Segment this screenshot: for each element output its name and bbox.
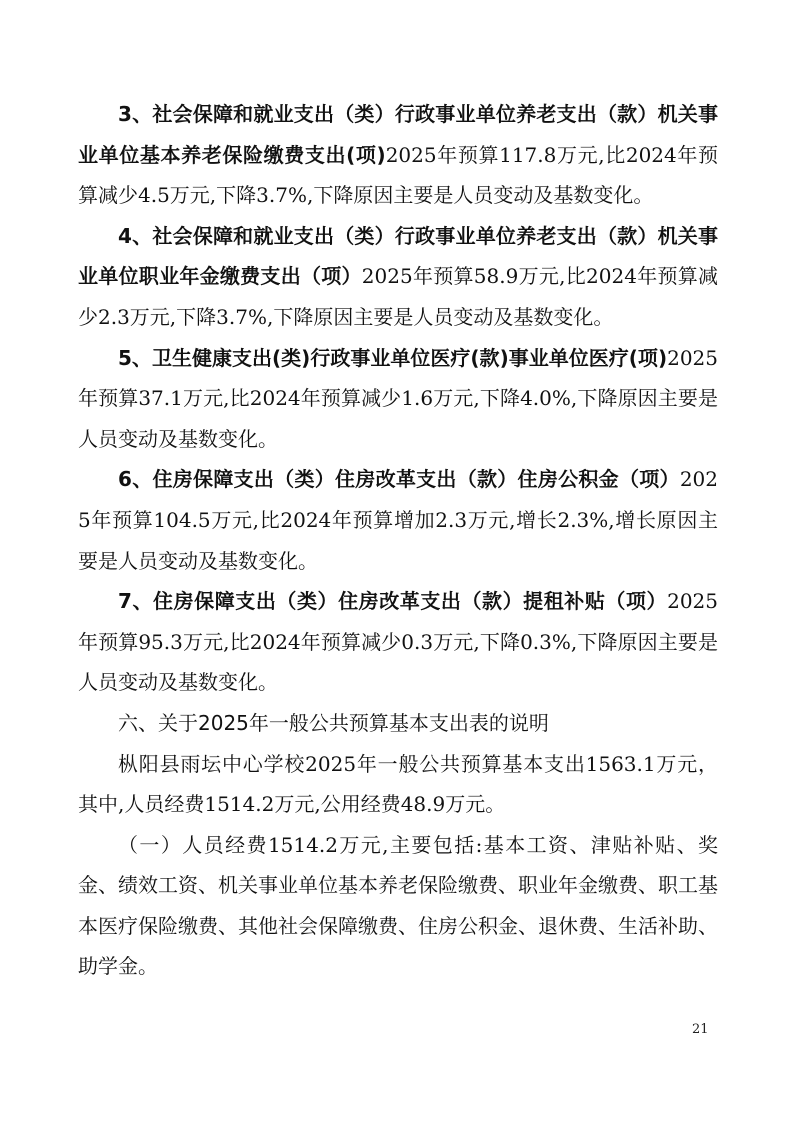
paragraph-item-4 [78,216,718,338]
paragraph-item-7 [78,581,718,703]
paragraph-item-5 [78,338,718,460]
personnel-paragraph: （一）人员经费1514.2万元,主要包括:基本工资、津贴补贴、奖金、绩效工资、机关事业单位基本养老保险缴费、职业年金缴费、职工基本医疗保险缴费、其他社会保障缴费、住房公积金、退休费、生活补助、助学金。 [78,832,718,979]
page-number: 21 [692,1022,709,1037]
item-5-title: 5、卫生健康支出(类)行政事业单位医疗(款)事业单位医疗(项) [118,345,668,370]
item-5-text: 2025年预算37.1万元,比2024年预算减少1.6万元,下降4.0%,下降原因主要是人员变动及基数变化。 [78,345,718,451]
item-6-text: 2025年预算104.5万元,比2024年预算增加2.3万元,增长2.3%,增长原因主要是人员变动及基数变化。 [78,467,718,573]
item-7-text: 2025年预算95.3万元,比2024年预算减少0.3万元,下降0.3%,下降原因主要是人员变动及基数变化。 [78,589,718,695]
section-heading: 六、关于2025年一般公共预算基本支出表的说明 [118,710,549,735]
item-7-title: 7、住房保障支出（类）住房改革支出（款）提租补贴（项） [118,589,668,614]
item-4-text: 2025年预算58.9万元,比2024年预算减少2.3万元,下降3.7%,下降原因主要是人员变动及基数变化。 [78,264,719,329]
summary-paragraph: 枞阳县雨坛中心学校2025年一般公共预算基本支出1563.1万元，其中,人员经费1514.2万元,公用经费48.9万元。 [78,751,718,817]
item-6-title: 6、住房保障支出（类）住房改革支出（款）住房公积金（项） [118,467,680,492]
item-4-title: 4、社会保障和就业支出（类）行政事业单位养老支出（款）机关事业单位职业年金缴费支出（项） [78,223,718,289]
paragraph-item-3 [78,94,718,216]
item-3-text: 2025年预算117.8万元,比2024年预算减少4.5万元,下降3.7%,下降原因主要是人员变动及基数变化。 [78,142,718,208]
paragraph-item-6 [78,459,718,581]
document-page [78,94,718,987]
item-3-title: 3、社会保障和就业支出（类）行政事业单位养老支出（款）机关事业单位基本养老保险缴费支出(项) [78,102,718,167]
